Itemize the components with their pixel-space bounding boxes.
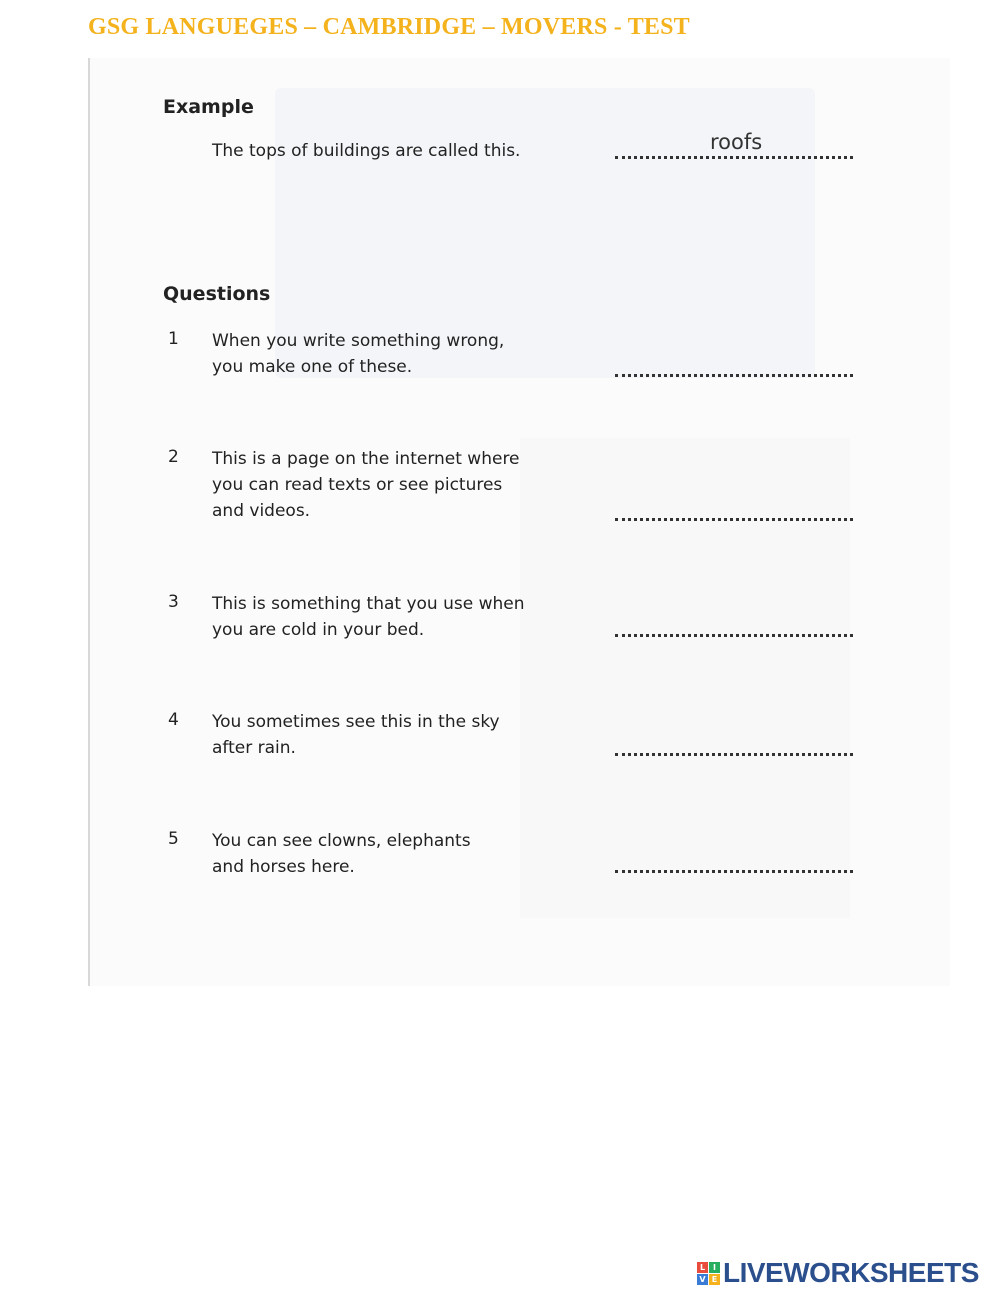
questions-heading: Questions [163,283,271,305]
example-text: The tops of buildings are called this. [212,141,521,161]
answer-field-5[interactable] [615,870,853,873]
logo-square: V [697,1274,708,1285]
answer-field-2[interactable] [615,518,853,521]
answer-field-1[interactable] [615,374,853,377]
question-number: 1 [168,329,179,349]
answer-field-4[interactable] [615,753,853,756]
question-line: You sometimes see this in the sky [212,712,500,732]
example-answer-line [615,156,853,159]
question-number: 4 [168,710,179,730]
question-text [212,446,552,524]
faded-background-text [520,438,850,918]
logo-squares-icon [697,1262,720,1285]
worksheet-scan [88,58,950,986]
header-title: GSG LANGUEGES – CAMBRIDGE – MOVERS - TEST [88,14,690,40]
question-line: you make one of these. [212,357,413,377]
question-line: When you write something wrong, [212,331,505,351]
liveworksheets-logo[interactable] [697,1257,979,1289]
logo-text: LIVEWORKSHEETS [723,1257,979,1288]
logo-square: E [709,1274,720,1285]
question-text [212,709,552,761]
logo-square: L [697,1262,708,1273]
answer-field-3[interactable] [615,634,853,637]
question-line: This is something that you use when [212,594,525,614]
question-text [212,591,552,643]
question-text [212,328,552,380]
question-line: and horses here. [212,857,355,877]
question-line: You can see clowns, elephants [212,831,471,851]
question-line: you are cold in your bed. [212,620,425,640]
question-line: you can read texts or see pictures [212,475,503,495]
question-number: 2 [168,447,179,467]
question-number: 3 [168,592,179,612]
question-line: after rain. [212,738,296,758]
example-heading: Example [163,96,254,118]
question-line: This is a page on the internet where [212,449,520,469]
logo-square: I [709,1262,720,1273]
question-text [212,828,552,880]
question-number: 5 [168,829,179,849]
question-line: and videos. [212,501,311,521]
example-answer: roofs [710,130,763,154]
